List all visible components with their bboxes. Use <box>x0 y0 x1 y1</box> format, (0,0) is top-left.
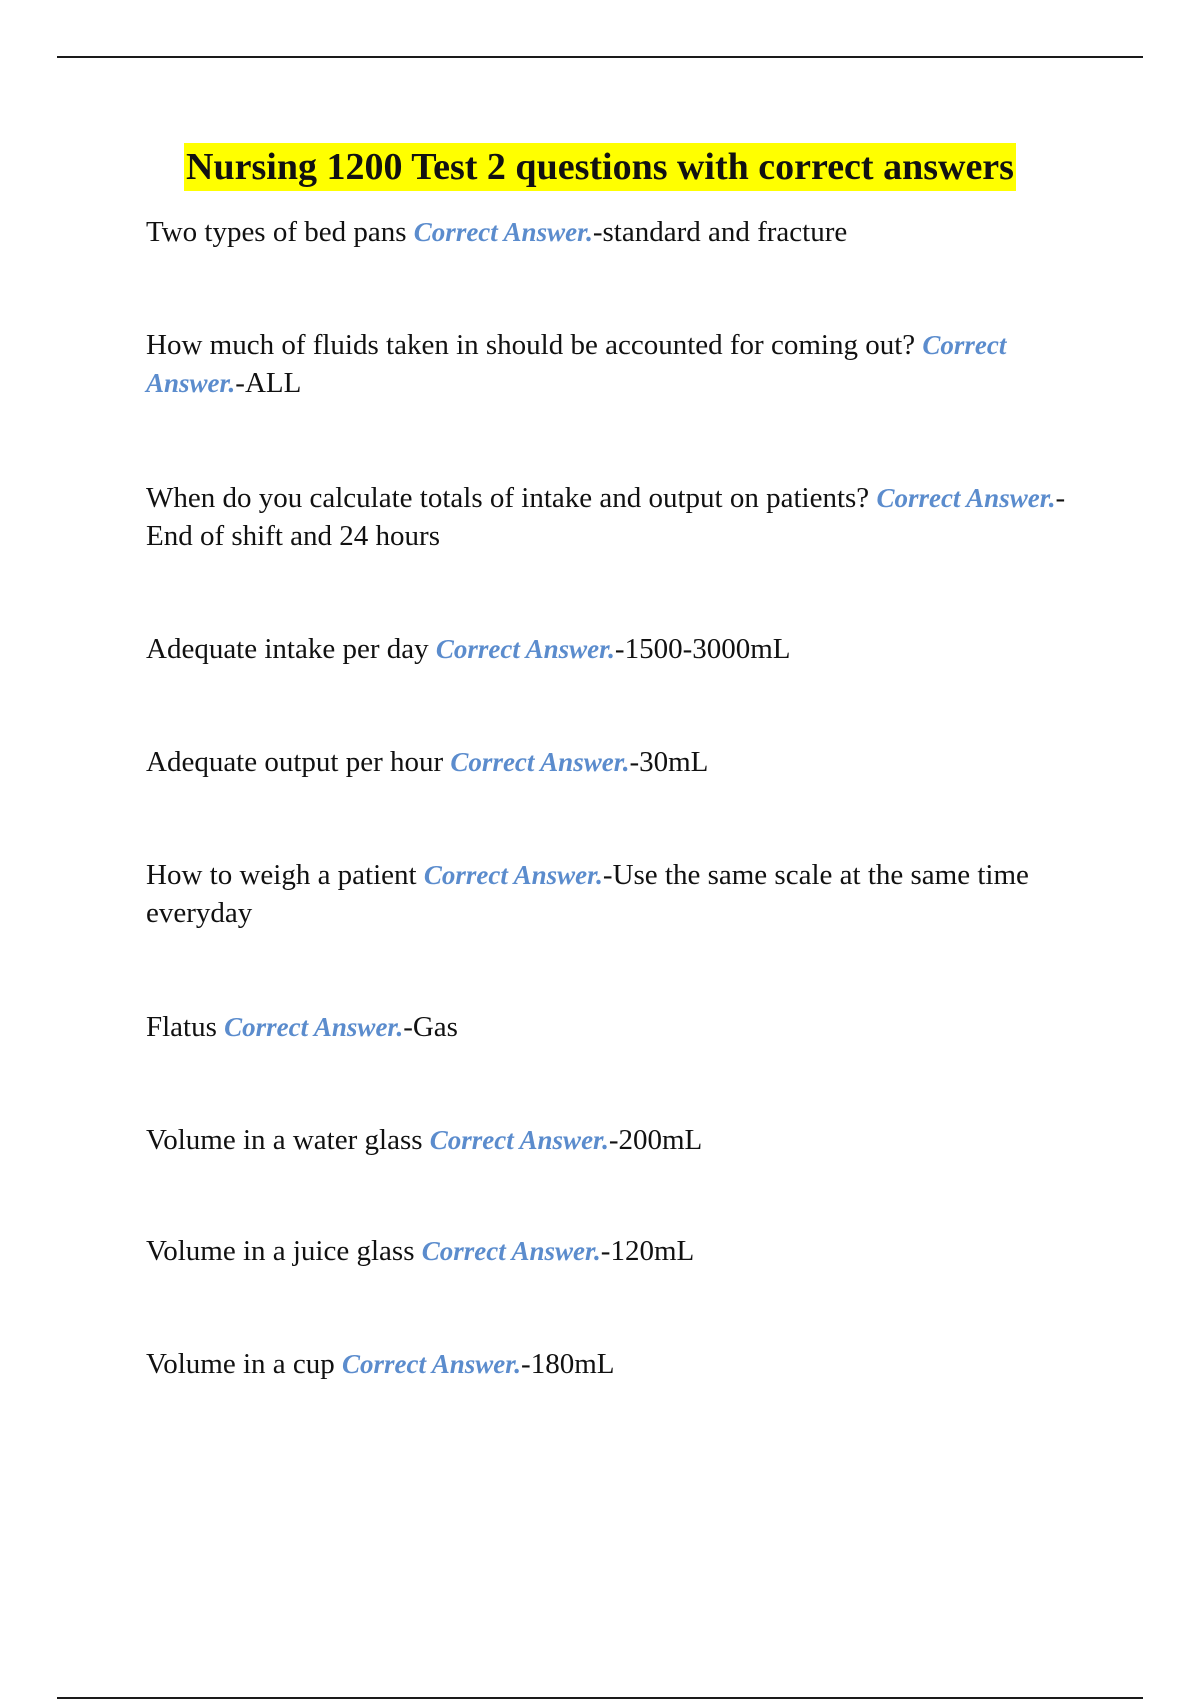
answer-text: -120mL <box>600 1235 695 1267</box>
qa-item-4 <box>146 630 1066 668</box>
answer-text: -200mL <box>608 1124 703 1156</box>
answer-marker: Correct Answer. <box>146 330 1007 398</box>
answer-marker: Correct Answer. <box>435 634 615 664</box>
answer-marker: Correct Answer. <box>421 1236 601 1266</box>
answer-text: -180mL <box>521 1348 615 1380</box>
answer-text: -Use the same scale at the same time everyday <box>146 859 1029 929</box>
answer-text: -Gas <box>403 1011 458 1043</box>
title-container <box>0 143 1200 191</box>
qa-item-2 <box>146 326 1066 402</box>
question-text: Volume in a juice glass <box>146 1235 415 1267</box>
qa-item-10 <box>146 1345 1066 1383</box>
qa-item-6 <box>146 856 1066 932</box>
qa-item-1 <box>146 213 1066 251</box>
answer-marker: Correct Answer. <box>342 1349 522 1379</box>
answer-marker: Correct Answer. <box>224 1012 404 1042</box>
answer-text: -30mL <box>629 746 709 778</box>
question-text: Volume in a water glass <box>146 1124 423 1156</box>
answer-text: -standard and fracture <box>592 216 848 248</box>
answer-marker: Correct Answer. <box>413 217 593 247</box>
header-rule <box>57 56 1143 58</box>
qa-item-9 <box>146 1232 1066 1270</box>
question-text: Two types of bed pans <box>146 216 407 248</box>
answer-marker: Correct Answer. <box>450 747 630 777</box>
answer-text: -ALL <box>235 367 302 399</box>
document-title: Nursing 1200 Test 2 questions with correct answers <box>184 143 1016 191</box>
question-text: When do you calculate totals of intake and output on patients? <box>146 482 870 514</box>
qa-item-7 <box>146 1008 1066 1046</box>
answer-text: -End of shift and 24 hours <box>146 482 1066 552</box>
answer-marker: Correct Answer. <box>429 1125 609 1155</box>
question-text: How to weigh a patient <box>146 859 417 891</box>
question-text: Adequate output per hour <box>146 746 444 778</box>
answer-marker: Correct Answer. <box>423 860 603 890</box>
question-text: Volume in a cup <box>146 1348 335 1380</box>
question-text: Flatus <box>146 1011 217 1043</box>
question-text: How much of fluids taken in should be accounted for coming out? <box>146 329 916 361</box>
qa-item-5 <box>146 743 1066 781</box>
answer-text: -1500-3000mL <box>614 633 791 665</box>
question-text: Adequate intake per day <box>146 633 429 665</box>
qa-item-3 <box>146 479 1066 555</box>
qa-item-8 <box>146 1121 1066 1159</box>
answer-marker: Correct Answer. <box>876 483 1056 513</box>
footer-rule <box>57 1697 1143 1699</box>
